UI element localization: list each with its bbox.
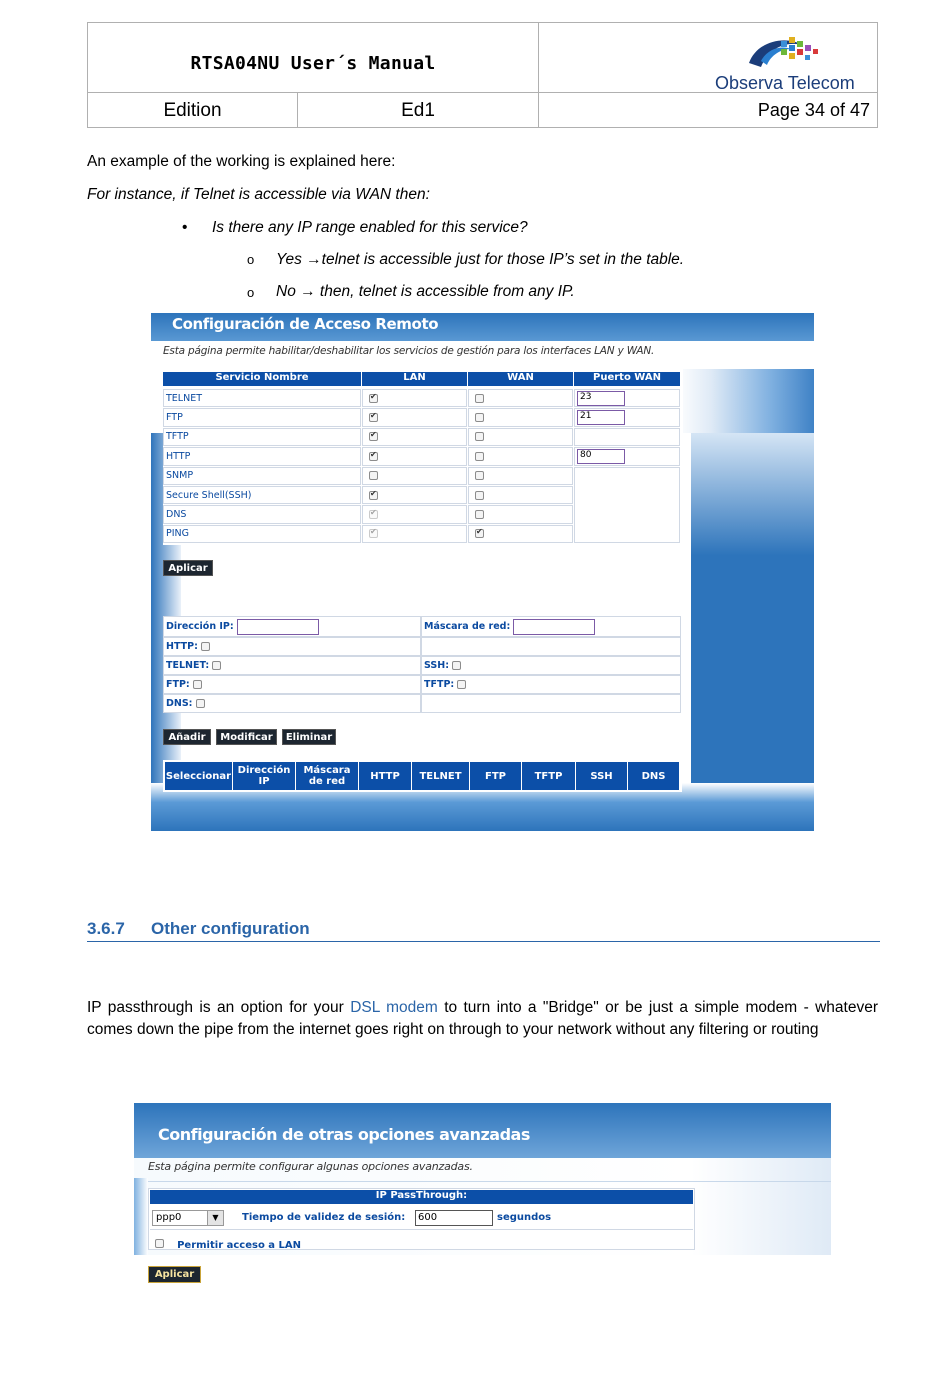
- lan-cell: [362, 428, 467, 446]
- intro-line-2: For instance, if Telnet is accessible via WAN then:: [87, 186, 430, 203]
- service-name-cell: [163, 447, 361, 465]
- paragraph-start: IP passthrough is an option for your: [87, 999, 351, 1016]
- bullet-question: Is there any IP range enabled for this service?: [212, 219, 528, 236]
- list-col-header: Seleccionar: [165, 762, 232, 790]
- ip-label: Dirección IP:: [166, 621, 234, 632]
- telnet-row: [163, 656, 421, 675]
- sub-item-no: [276, 283, 575, 301]
- lan-cell: [362, 486, 467, 504]
- telnet-checkbox[interactable]: [212, 661, 221, 670]
- edition-value: Ed1: [298, 93, 539, 128]
- list-col-header: TELNET: [412, 762, 469, 790]
- service-name: PING: [166, 528, 189, 540]
- apply-button[interactable]: Aplicar: [163, 560, 213, 576]
- service-name-cell: [163, 467, 361, 485]
- ip-input[interactable]: [237, 619, 319, 635]
- lan-cell: [362, 447, 467, 465]
- manual-title: RTSA04NU User´s Manual: [88, 23, 539, 93]
- paragraph-end: to turn into a "Bridge" or be just a simple modem - whatever comes down the pipe from the internet goes right on through to your network without any filtering or routing: [87, 999, 878, 1038]
- service-name-cell: [163, 428, 361, 446]
- interface-select[interactable]: [152, 1210, 224, 1226]
- adv-title: Configuración de otras opciones avanzadas: [158, 1125, 530, 1144]
- mask-row: [421, 616, 681, 637]
- sub-marker-no: o: [247, 285, 255, 300]
- empty-cell: [421, 694, 681, 713]
- lan-cell: [362, 505, 467, 523]
- document-header: [87, 22, 878, 128]
- wan-port-input[interactable]: 21: [577, 410, 625, 425]
- desc-spacer: [151, 361, 814, 367]
- wan-port-cell: [574, 408, 680, 426]
- wan-cell: [468, 447, 573, 465]
- ssh-row: [421, 656, 681, 675]
- lease-unit: segundos: [497, 1212, 552, 1223]
- wan-cell: [468, 467, 573, 485]
- right-band: [691, 433, 814, 783]
- wan-port-cell: [574, 428, 680, 446]
- service-name: FTP: [166, 412, 183, 424]
- ip-range-form: [163, 616, 681, 714]
- telnet-label: TELNET:: [166, 660, 210, 671]
- lan-access-row: [155, 1233, 301, 1252]
- list-col-header: DNS: [628, 762, 679, 790]
- list-col-header: FTP: [470, 762, 521, 790]
- adv-apply-button[interactable]: Aplicar: [148, 1266, 201, 1283]
- yes-text: Yes: [276, 251, 307, 268]
- dns-label: DNS:: [166, 698, 193, 709]
- sub-item-yes: [276, 251, 684, 269]
- ftp-label: FTP:: [166, 679, 190, 690]
- arrow-icon: →: [306, 251, 322, 268]
- no-text: No: [276, 283, 301, 300]
- lan-checkbox[interactable]: [369, 394, 378, 403]
- http-checkbox[interactable]: [201, 642, 210, 651]
- service-name: TFTP: [166, 431, 189, 443]
- passthrough-paragraph: [87, 997, 878, 1041]
- wan-cell: [468, 525, 573, 543]
- wan-cell: [468, 389, 573, 407]
- list-col-header: TFTP: [522, 762, 575, 790]
- list-col-header: SSH: [576, 762, 627, 790]
- dns-row: [163, 694, 421, 713]
- page-number: Page 34 of 47: [757, 100, 870, 120]
- lan-checkbox[interactable]: [369, 529, 378, 538]
- service-name-cell: [163, 505, 361, 523]
- observa-logo-icon: [747, 31, 827, 75]
- service-name-cell: [163, 525, 361, 543]
- wan-checkbox[interactable]: [475, 510, 484, 519]
- wan-checkbox[interactable]: [475, 394, 484, 403]
- lan-checkbox[interactable]: [369, 510, 378, 519]
- company-logo: [539, 23, 878, 93]
- lan-cell: [362, 408, 467, 426]
- dns-checkbox[interactable]: [196, 699, 205, 708]
- adv-description: Esta página permite configurar algunas opciones avanzadas.: [148, 1160, 473, 1173]
- service-name: HTTP: [166, 450, 191, 462]
- chevron-down-icon[interactable]: ▼: [207, 1211, 223, 1225]
- sub-marker-yes: o: [247, 252, 255, 267]
- ip-list-header: [163, 760, 682, 792]
- lease-label: Tiempo de validez de sesión:: [242, 1212, 406, 1223]
- section-heading: [87, 917, 880, 942]
- service-name-cell: [163, 408, 361, 426]
- lan-checkbox[interactable]: [369, 491, 378, 500]
- modify-button[interactable]: Modificar: [216, 729, 277, 745]
- lan-cell: [362, 525, 467, 543]
- mask-input[interactable]: [513, 619, 595, 635]
- lan-checkbox[interactable]: [369, 432, 378, 441]
- adv-left-edge: [134, 1178, 148, 1255]
- ip-row: [163, 616, 421, 637]
- ra-description: Esta página permite habilitar/deshabilitar los servicios de gestión para los interfaces LAN y WAN.: [163, 345, 655, 357]
- ftp-checkbox[interactable]: [193, 680, 202, 689]
- service-name: TELNET: [166, 392, 203, 404]
- ssh-label: SSH:: [424, 660, 450, 671]
- yes-rest: telnet is accessible just for those IP’s set in the table.: [321, 251, 685, 268]
- passthrough-row: [150, 1207, 693, 1230]
- wan-cell: [468, 486, 573, 504]
- tftp-row: [421, 675, 681, 694]
- http-row: [163, 637, 421, 656]
- ssh-checkbox[interactable]: [452, 661, 461, 670]
- http-label: HTTP:: [166, 641, 198, 652]
- list-col-header: HTTP: [359, 762, 411, 790]
- bullet-marker: •: [182, 219, 188, 236]
- lan-checkbox[interactable]: [369, 452, 378, 461]
- wan-cell: [468, 428, 573, 446]
- add-button[interactable]: Añadir: [163, 729, 211, 745]
- remote-access-screenshot: [151, 313, 814, 831]
- lan-access-checkbox[interactable]: [155, 1239, 164, 1248]
- wan-checkbox[interactable]: [475, 432, 484, 441]
- wan-port-input[interactable]: 23: [577, 391, 625, 406]
- section-title: Other configuration: [151, 919, 310, 938]
- tftp-checkbox[interactable]: [457, 680, 466, 689]
- ftp-row: [163, 675, 421, 694]
- wan-checkbox[interactable]: [475, 471, 484, 480]
- passthrough-header: IP PassThrough:: [150, 1190, 693, 1204]
- service-name: DNS: [166, 509, 187, 521]
- wan-checkbox[interactable]: [475, 529, 484, 538]
- advanced-options-screenshot: [134, 1103, 831, 1255]
- wan-port-cell: [574, 389, 680, 407]
- tftp-label: TFTP:: [424, 679, 455, 690]
- wan-checkbox[interactable]: [475, 491, 484, 500]
- service-name: SNMP: [166, 470, 194, 482]
- wan-port-empty: [574, 467, 680, 544]
- wan-checkbox[interactable]: [475, 413, 484, 422]
- interface-value: ppp0: [156, 1212, 182, 1223]
- service-name: Secure Shell(SSH): [166, 489, 252, 501]
- empty-cell: [421, 637, 681, 656]
- delete-button[interactable]: Eliminar: [282, 729, 336, 745]
- ra-title: Configuración de Acceso Remoto: [172, 315, 439, 333]
- lan-access-label: Permitir acceso a LAN: [177, 1240, 302, 1251]
- list-header-row: [165, 762, 680, 790]
- lan-checkbox[interactable]: [369, 471, 378, 480]
- wan-port-cell: [574, 447, 680, 465]
- no-rest: then, telnet is accessible from any IP.: [315, 283, 575, 300]
- list-col-header: Máscara de red: [296, 762, 358, 790]
- wan-checkbox[interactable]: [475, 452, 484, 461]
- arrow-icon: →: [300, 283, 316, 300]
- edition-label: Edition: [88, 93, 298, 128]
- dsl-modem-link[interactable]: DSL modem: [350, 999, 438, 1016]
- intro-line-1: An example of the working is explained here:: [87, 153, 396, 170]
- service-name-cell: [163, 389, 361, 407]
- section-number: 3.6.7: [87, 919, 125, 938]
- col-service-name: Servicio Nombre: [163, 372, 361, 386]
- list-col-header: Dirección IP: [233, 762, 295, 790]
- lease-input[interactable]: 600: [415, 1210, 493, 1226]
- lan-cell: [362, 389, 467, 407]
- adv-divider: [148, 1181, 831, 1182]
- col-wan-port: Puerto WAN: [574, 372, 680, 386]
- mask-label: Máscara de red:: [424, 621, 511, 632]
- logo-text: Observa Telecom: [715, 73, 855, 93]
- services-table: [163, 369, 683, 545]
- wan-port-input[interactable]: 80: [577, 449, 625, 464]
- col-lan: LAN: [362, 372, 467, 386]
- lan-checkbox[interactable]: [369, 413, 378, 422]
- wan-cell: [468, 408, 573, 426]
- lan-cell: [362, 467, 467, 485]
- wan-cell: [468, 505, 573, 523]
- passthrough-table: [148, 1188, 695, 1250]
- col-wan: WAN: [468, 372, 573, 386]
- service-name-cell: [163, 486, 361, 504]
